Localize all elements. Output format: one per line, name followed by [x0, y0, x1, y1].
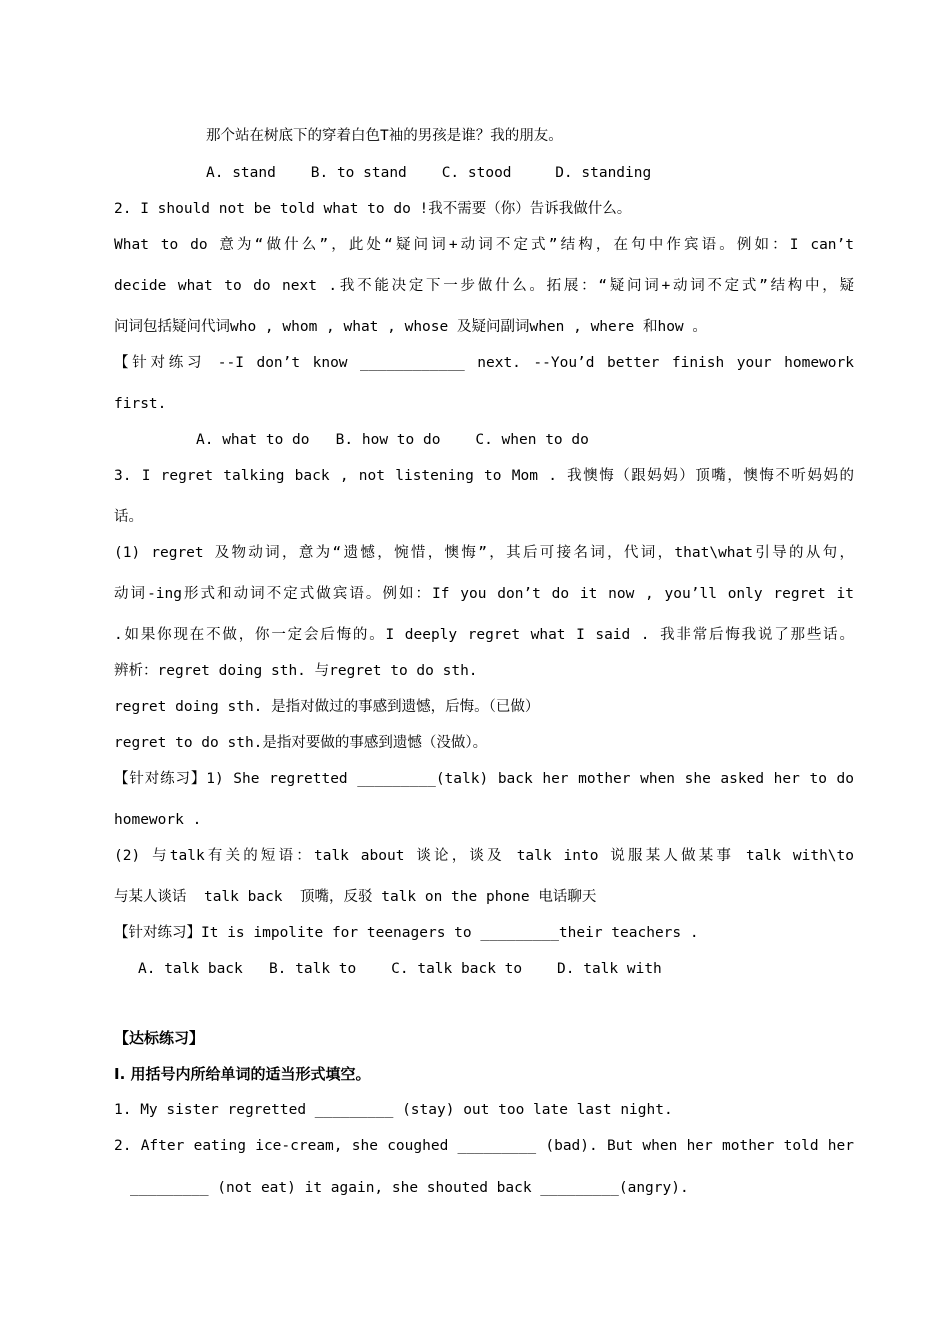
text-line: (2) 与talk有关的短语：talk about 谈论，谈及 talk into 说服某人做某事 talk with\to — [114, 848, 854, 864]
text-line: decide what to do next .我不能决定下一步做什么。拓展：“疑问词+动词不定式”结构中，疑 — [114, 278, 854, 294]
question-line: 1. My sister regretted _________ (stay) out too late last night. — [114, 1102, 673, 1118]
option-line: A. talk back B. talk to C. talk back to D. talk with — [138, 961, 662, 977]
text-line: regret doing sth. 是指对做过的事感到遗憾，后悔。（已做） — [114, 699, 540, 715]
text-line: homework . — [114, 812, 202, 828]
text-line: 话。 — [114, 509, 143, 525]
exercise-line: 【针对练习】It is impolite for teenagers to _________their teachers . — [114, 925, 699, 941]
text-line: What to do 意为“做什么”，此处“疑问词+动词不定式”结构，在句中作宾语。例如：I can’t — [114, 237, 854, 253]
text-line: 那个站在树底下的穿着白色T袖的男孩是谁？我的朋友。 — [206, 128, 563, 144]
text-line: .如果你现在不做，你一定会后悔的。I deeply regret what I said . 我非常后悔我说了那些话。 — [114, 627, 854, 643]
text-line: 动词-ing形式和动词不定式做宾语。例如：If you don’t do it now , you’ll only regret it — [114, 586, 854, 602]
option-line: A. what to do B. how to do C. when to do — [196, 432, 589, 448]
question-line: _________ (not eat) it again, she shouted back _________(angry). — [130, 1180, 689, 1196]
text-line: first. — [114, 396, 167, 412]
sentence-heading: 3. I regret talking back , not listening to Mom . 我懊悔（跟妈妈）顶嘴，懊悔不听妈妈的 — [114, 468, 854, 484]
text-line: 辨析：regret doing sth. 与regret to do sth. — [114, 663, 478, 679]
section-instruction: I. 用括号内所给单词的适当形式填空。 — [114, 1065, 371, 1083]
text-line: regret to do sth.是指对要做的事感到遗憾（没做）。 — [114, 735, 488, 751]
exercise-line: 【针对练习 --I don’t know ____________ next. --You’d better finish your homework — [114, 355, 854, 371]
question-line: 2. After eating ice-cream, she coughed _________ (bad). But when her mother told her — [114, 1138, 854, 1154]
sentence-heading: 2. I should not be told what to do !我不需要（你）告诉我做什么。 — [114, 201, 632, 217]
text-line: (1) regret 及物动词，意为“遗憾，惋惜，懊悔”，其后可接名词，代词，that\what引导的从句， — [114, 545, 854, 561]
section-heading: 【达标练习】 — [114, 1029, 205, 1047]
text-line: 问词包括疑问代词who , whom , what , whose 及疑问副词when , where 和how 。 — [114, 319, 707, 335]
option-line: A. stand B. to stand C. stood D. standing — [206, 165, 652, 181]
exercise-line: 【针对练习】1) She regretted _________(talk) back her mother when she asked her to do — [114, 771, 854, 787]
text-line: 与某人谈话 talk back 顶嘴，反驳 talk on the phone 电话聊天 — [114, 889, 597, 905]
